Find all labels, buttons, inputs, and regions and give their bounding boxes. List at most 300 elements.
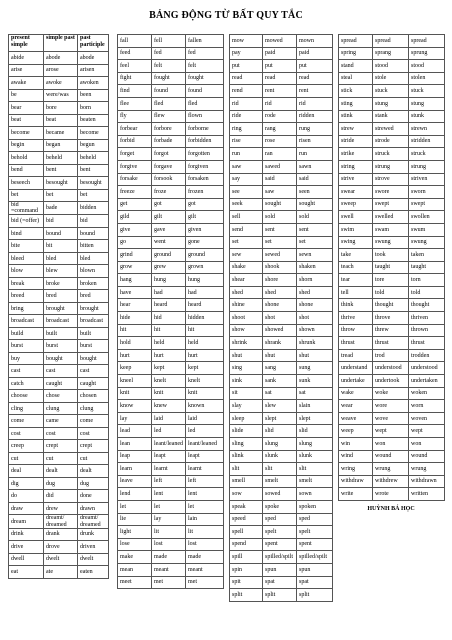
simple-past-cell: forbore <box>152 123 186 136</box>
simple-past-cell: cast <box>44 365 78 378</box>
present-simple-cell: give <box>118 223 152 236</box>
past-participle-cell: let <box>186 500 224 513</box>
verb-row <box>9 490 109 503</box>
present-simple-cell: feel <box>118 60 152 73</box>
verb-row <box>9 139 109 152</box>
verb-row <box>339 60 445 73</box>
past-participle-cell: bought <box>78 352 109 365</box>
past-participle-cell: shut <box>297 349 333 362</box>
simple-past-cell: spat <box>263 576 297 589</box>
past-participle-cell: gone <box>186 236 224 249</box>
verb-row <box>118 538 224 551</box>
present-simple-cell: dig <box>9 477 44 490</box>
past-participle-cell: thriven <box>409 312 445 325</box>
simple-past-cell: dreamt/ dreamed <box>44 515 78 528</box>
verb-row <box>339 223 445 236</box>
past-participle-cell: slung <box>297 438 333 451</box>
past-participle-cell: sworn <box>409 186 445 199</box>
past-participle-cell: taken <box>409 249 445 262</box>
past-participle-cell: felt <box>186 60 224 73</box>
simple-past-cell: gave <box>152 223 186 236</box>
verb-row <box>118 47 224 60</box>
past-participle-cell: dug <box>78 477 109 490</box>
verb-table-body <box>118 35 224 589</box>
simple-past-cell: showed <box>263 324 297 337</box>
present-simple-cell: be <box>9 89 44 102</box>
present-simple-cell: wake <box>339 387 373 400</box>
past-participle-cell: risen <box>297 135 333 148</box>
simple-past-cell: understood <box>373 362 409 375</box>
present-simple-cell: sleep <box>230 412 263 425</box>
verb-row <box>9 415 109 428</box>
simple-past-cell: bade <box>44 202 78 215</box>
present-simple-cell: write <box>339 488 373 501</box>
past-participle-cell: slit <box>297 463 333 476</box>
present-simple-cell: stick <box>339 85 373 98</box>
past-participle-cell: eaten <box>78 566 109 579</box>
simple-past-cell: were/was <box>44 89 78 102</box>
simple-past-cell: tore <box>373 274 409 287</box>
present-simple-cell: sow <box>230 488 263 501</box>
past-participle-cell: won <box>409 438 445 451</box>
present-simple-cell: rend <box>230 85 263 98</box>
verb-row <box>230 299 333 312</box>
simple-past-cell: left <box>152 475 186 488</box>
simple-past-cell: crept <box>44 440 78 453</box>
present-simple-cell: drive <box>9 541 44 554</box>
simple-past-cell: bought <box>44 352 78 365</box>
present-simple-cell: bid (=offer) <box>9 215 44 228</box>
simple-past-cell: rent <box>263 85 297 98</box>
past-participle-cell: bid <box>78 215 109 228</box>
present-simple-cell: catch <box>9 377 44 390</box>
present-simple-cell: let <box>118 500 152 513</box>
simple-past-cell: gilt <box>152 211 186 224</box>
verb-row <box>118 375 224 388</box>
past-participle-cell: sown <box>297 488 333 501</box>
simple-past-cell: shot <box>263 312 297 325</box>
verb-row <box>9 377 109 390</box>
simple-past-cell: paid <box>263 47 297 60</box>
verb-row <box>9 553 109 566</box>
simple-past-cell: stood <box>373 60 409 73</box>
present-simple-cell: pay <box>230 47 263 60</box>
verb-row <box>9 252 109 265</box>
simple-past-cell: got <box>152 198 186 211</box>
simple-past-cell: kept <box>152 362 186 375</box>
present-simple-cell: bleed <box>9 252 44 265</box>
verb-row <box>339 173 445 186</box>
past-participle-cell: slunk <box>297 450 333 463</box>
verb-row <box>230 375 333 388</box>
past-participle-cell: lent <box>186 488 224 501</box>
verb-row <box>339 123 445 136</box>
past-participle-cell: made <box>186 551 224 564</box>
past-participle-cell: ground <box>186 249 224 262</box>
present-simple-cell: speak <box>230 500 263 513</box>
past-participle-cell: hidden <box>186 312 224 325</box>
simple-past-cell: blew <box>44 265 78 278</box>
simple-past-cell: sowed <box>263 488 297 501</box>
simple-past-cell: spelt <box>263 526 297 539</box>
past-participle-cell: spilled/spilt <box>297 551 333 564</box>
simple-past-cell: stole <box>373 72 409 85</box>
simple-past-cell: woke <box>373 387 409 400</box>
past-participle-cell: led <box>186 425 224 438</box>
simple-past-cell: bid <box>44 215 78 228</box>
simple-past-cell: felt <box>152 60 186 73</box>
verb-table-2 <box>117 34 224 589</box>
simple-past-cell: shone <box>263 299 297 312</box>
past-participle-cell: worn <box>409 400 445 413</box>
verb-row <box>339 135 445 148</box>
present-simple-cell: fly <box>118 110 152 123</box>
simple-past-cell: throve <box>373 312 409 325</box>
present-simple-cell: slide <box>230 425 263 438</box>
present-simple-cell: light <box>118 526 152 539</box>
present-simple-cell: strike <box>339 148 373 161</box>
present-simple-cell: make <box>118 551 152 564</box>
verb-row <box>9 164 109 177</box>
present-simple-cell: come <box>9 415 44 428</box>
past-participle-cell: taught <box>409 261 445 274</box>
simple-past-cell: spent <box>263 538 297 551</box>
verb-row <box>118 425 224 438</box>
present-simple-cell: seek <box>230 198 263 211</box>
verb-row <box>339 349 445 362</box>
present-simple-cell: weep <box>339 425 373 438</box>
simple-past-cell: sent <box>263 223 297 236</box>
present-simple-cell: ride <box>230 110 263 123</box>
verb-row <box>9 315 109 328</box>
verb-row <box>118 186 224 199</box>
verb-row <box>118 123 224 136</box>
past-participle-cell: shrunk <box>297 337 333 350</box>
present-simple-cell: sit <box>230 387 263 400</box>
present-simple-cell: dream <box>9 515 44 528</box>
present-simple-cell: bite <box>9 240 44 253</box>
present-simple-cell: lay <box>118 412 152 425</box>
past-participle-cell: burst <box>78 340 109 353</box>
present-simple-cell: cling <box>9 402 44 415</box>
present-simple-cell: burst <box>9 340 44 353</box>
verb-row <box>339 72 445 85</box>
simple-past-cell: lay <box>152 513 186 526</box>
simple-past-cell: forgot <box>152 148 186 161</box>
simple-past-cell: wept <box>373 425 409 438</box>
simple-past-cell: slung <box>263 438 297 451</box>
verb-row <box>9 277 109 290</box>
simple-past-cell: caught <box>44 377 78 390</box>
simple-past-cell: let <box>152 500 186 513</box>
verb-row <box>118 450 224 463</box>
past-participle-cell: met <box>186 576 224 589</box>
past-participle-cell: striven <box>409 173 445 186</box>
simple-past-cell: dealt <box>44 465 78 478</box>
past-participle-cell: sent <box>297 223 333 236</box>
verb-row <box>9 402 109 415</box>
past-participle-cell: lit <box>186 526 224 539</box>
simple-past-cell: clung <box>44 402 78 415</box>
past-participle-cell: fled <box>186 97 224 110</box>
past-participle-cell: stridden <box>409 135 445 148</box>
verb-row <box>339 110 445 123</box>
simple-past-cell: heard <box>152 299 186 312</box>
verb-row <box>230 362 333 375</box>
verb-row <box>230 475 333 488</box>
past-participle-cell: stolen <box>409 72 445 85</box>
verb-row <box>118 35 224 48</box>
verb-row <box>230 576 333 589</box>
present-simple-cell: bet <box>9 189 44 202</box>
simple-past-cell: made <box>152 551 186 564</box>
verb-row <box>118 236 224 249</box>
past-participle-cell: understood <box>409 362 445 375</box>
past-participle-cell: cut <box>78 452 109 465</box>
past-participle-cell: undertaken <box>409 375 445 388</box>
present-simple-cell: thrust <box>339 337 373 350</box>
present-simple-cell: flee <box>118 97 152 110</box>
simple-past-cell: lent <box>152 488 186 501</box>
verb-row <box>230 538 333 551</box>
verb-row <box>339 211 445 224</box>
past-participle-cell: beaten <box>78 114 109 127</box>
verb-row <box>230 387 333 400</box>
simple-past-cell: broke <box>44 277 78 290</box>
present-simple-cell: slit <box>230 463 263 476</box>
simple-past-cell: rid <box>263 97 297 110</box>
present-simple-cell: tread <box>339 349 373 362</box>
past-participle-cell: given <box>186 223 224 236</box>
present-simple-cell: throw <box>339 324 373 337</box>
past-participle-cell: done <box>78 490 109 503</box>
simple-past-cell: built <box>44 327 78 340</box>
simple-past-cell: abode <box>44 52 78 65</box>
past-participle-cell: fallen <box>186 35 224 48</box>
present-simple-cell: cast <box>9 365 44 378</box>
simple-past-cell: sawed <box>263 160 297 173</box>
past-participle-cell: had <box>186 286 224 299</box>
verb-row <box>230 274 333 287</box>
simple-past-cell: strove <box>373 173 409 186</box>
simple-past-cell: set <box>263 236 297 249</box>
past-participle-cell: bitten <box>78 240 109 253</box>
simple-past-cell: undertook <box>373 375 409 388</box>
simple-past-cell: besought <box>44 177 78 190</box>
simple-past-cell: led <box>152 425 186 438</box>
present-simple-cell: speed <box>230 513 263 526</box>
present-simple-cell: knit <box>118 387 152 400</box>
simple-past-cell: split <box>263 589 297 602</box>
simple-past-cell: spilled/spilt <box>263 551 297 564</box>
verb-row <box>230 412 333 425</box>
verb-row <box>230 198 333 211</box>
simple-past-cell: awoke <box>44 77 78 90</box>
present-simple-cell: send <box>230 223 263 236</box>
present-simple-cell: split <box>230 589 263 602</box>
verb-row <box>230 148 333 161</box>
verb-row <box>339 160 445 173</box>
simple-past-cell: knelt <box>152 375 186 388</box>
verb-row <box>118 488 224 501</box>
simple-past-cell: began <box>44 139 78 152</box>
simple-past-cell: came <box>44 415 78 428</box>
verb-row <box>339 274 445 287</box>
simple-past-cell: threw <box>373 324 409 337</box>
verb-row <box>339 400 445 413</box>
simple-past-cell: burst <box>44 340 78 353</box>
simple-past-cell: put <box>263 60 297 73</box>
verb-row <box>230 186 333 199</box>
present-simple-cell: shear <box>230 274 263 287</box>
present-simple-cell: forbid <box>118 135 152 148</box>
present-simple-cell: swell <box>339 211 373 224</box>
past-participle-cell: cast <box>78 365 109 378</box>
present-simple-cell: forbear <box>118 123 152 136</box>
present-simple-cell: spit <box>230 576 263 589</box>
simple-past-cell: ran <box>263 148 297 161</box>
verb-row <box>9 365 109 378</box>
verb-row <box>339 324 445 337</box>
present-simple-cell: eat <box>9 566 44 579</box>
present-simple-cell: forget <box>118 148 152 161</box>
simple-past-cell: learnt <box>152 463 186 476</box>
simple-past-cell: shrank <box>263 337 297 350</box>
present-simple-cell: steal <box>339 72 373 85</box>
simple-past-cell: grew <box>152 261 186 274</box>
present-simple-cell: bring <box>9 302 44 315</box>
verb-row <box>118 60 224 73</box>
present-simple-cell: lean <box>118 438 152 451</box>
simple-past-cell: held <box>152 337 186 350</box>
past-participle-cell: got <box>186 198 224 211</box>
header-past-participle: past participle <box>78 35 109 52</box>
simple-past-cell: fought <box>152 72 186 85</box>
past-participle-cell: blown <box>78 265 109 278</box>
present-simple-cell: sink <box>230 375 263 388</box>
past-participle-cell: paid <box>297 47 333 60</box>
verb-row <box>118 85 224 98</box>
verb-row <box>118 274 224 287</box>
present-simple-cell: lend <box>118 488 152 501</box>
past-participle-cell: bidden <box>78 202 109 215</box>
past-participle-cell: hung <box>186 274 224 287</box>
past-participle-cell: thrown <box>409 324 445 337</box>
past-participle-cell: cost <box>78 427 109 440</box>
simple-past-cell: brought <box>44 302 78 315</box>
verb-row <box>339 438 445 451</box>
verb-row <box>118 475 224 488</box>
verb-row <box>230 526 333 539</box>
verb-row <box>339 337 445 350</box>
verb-row <box>230 513 333 526</box>
past-participle-cell: spat <box>297 576 333 589</box>
present-simple-cell: sew <box>230 249 263 262</box>
past-participle-cell: grown <box>186 261 224 274</box>
verb-row <box>118 312 224 325</box>
present-simple-cell: build <box>9 327 44 340</box>
present-simple-cell: beat <box>9 114 44 127</box>
present-simple-cell: fight <box>118 72 152 85</box>
past-participle-cell: stood <box>409 60 445 73</box>
verb-row <box>9 152 109 165</box>
present-simple-cell: mean <box>118 563 152 576</box>
present-simple-cell: go <box>118 236 152 249</box>
present-simple-cell: swing <box>339 236 373 249</box>
present-simple-cell: stink <box>339 110 373 123</box>
past-participle-cell: ridden <box>297 110 333 123</box>
past-participle-cell: dreamt/ dreamed <box>78 515 109 528</box>
past-participle-cell: leant/leaned <box>186 438 224 451</box>
verb-row <box>118 324 224 337</box>
verb-row <box>118 438 224 451</box>
past-participle-cell: stuck <box>409 85 445 98</box>
verb-row <box>118 286 224 299</box>
present-simple-cell: stand <box>339 60 373 73</box>
present-simple-cell: feed <box>118 47 152 60</box>
past-participle-cell: bet <box>78 189 109 202</box>
past-participle-cell: spread <box>409 35 445 48</box>
present-simple-cell: learn <box>118 463 152 476</box>
present-simple-cell: set <box>230 236 263 249</box>
verb-row <box>230 500 333 513</box>
present-simple-cell: creep <box>9 440 44 453</box>
past-participle-cell: thrust <box>409 337 445 350</box>
present-simple-cell: bid =command <box>9 202 44 215</box>
past-participle-cell: shone <box>297 299 333 312</box>
verb-row <box>339 47 445 60</box>
present-simple-cell: leap <box>118 450 152 463</box>
past-participle-cell: smelt <box>297 475 333 488</box>
verb-table-1 <box>8 34 109 579</box>
verb-row <box>230 160 333 173</box>
present-simple-cell: deal <box>9 465 44 478</box>
past-participle-cell: hit <box>186 324 224 337</box>
verb-row <box>9 465 109 478</box>
verb-row <box>230 47 333 60</box>
past-participle-cell: forborne <box>186 123 224 136</box>
past-participle-cell: drunk <box>78 528 109 541</box>
past-participle-cell: slept <box>297 412 333 425</box>
present-simple-cell: say <box>230 173 263 186</box>
verb-row <box>339 387 445 400</box>
past-participle-cell: stung <box>409 97 445 110</box>
past-participle-cell: mown <box>297 35 333 48</box>
verb-row <box>230 173 333 186</box>
verb-row <box>9 352 109 365</box>
verb-row <box>9 440 109 453</box>
present-simple-cell: wear <box>339 400 373 413</box>
present-simple-cell: hide <box>118 312 152 325</box>
present-simple-cell: shut <box>230 349 263 362</box>
present-simple-cell: have <box>118 286 152 299</box>
simple-past-cell: sank <box>263 375 297 388</box>
verb-row <box>118 135 224 148</box>
past-participle-cell: wept <box>409 425 445 438</box>
present-simple-cell: wind <box>339 450 373 463</box>
simple-past-cell: leapt <box>152 450 186 463</box>
verb-row <box>230 72 333 85</box>
verb-row <box>230 450 333 463</box>
past-participle-cell: withdrawn <box>409 475 445 488</box>
past-participle-cell: forsaken <box>186 173 224 186</box>
present-simple-cell: fall <box>118 35 152 48</box>
past-participle-cell: besought <box>78 177 109 190</box>
verb-row <box>118 513 224 526</box>
verb-row <box>9 52 109 65</box>
past-participle-cell: awoken <box>78 77 109 90</box>
present-simple-cell: leave <box>118 475 152 488</box>
